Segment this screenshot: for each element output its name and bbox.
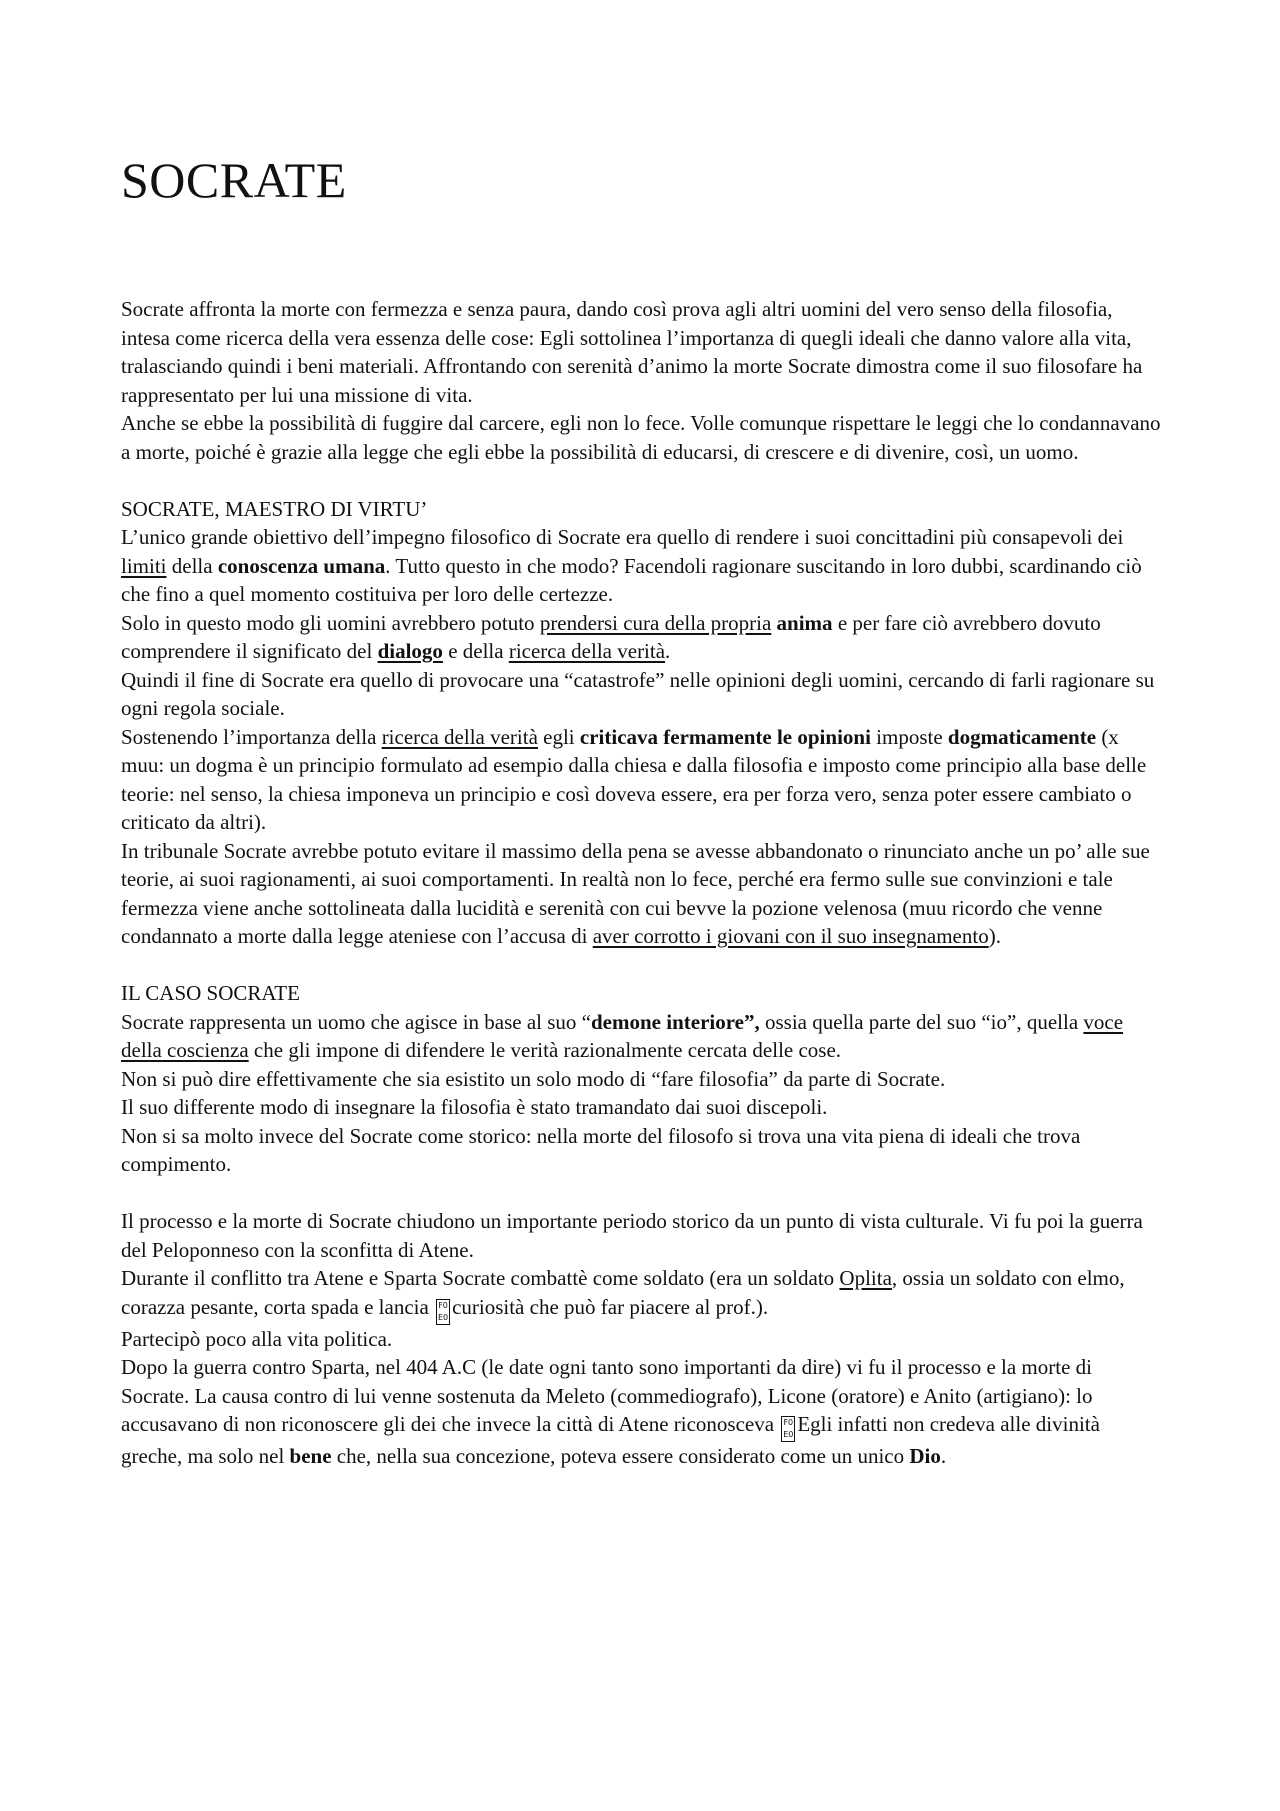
- section1-paragraph-1: [121, 523, 1161, 609]
- document-page: [121, 150, 1161, 1471]
- text-run: In tribunale Socrate avrebbe potuto evitare il massimo della pena se avesse abbandonato o rinunciato anche un po’ alle sue teorie, ai suoi ragionamenti, ai suoi comportamenti. In realtà non lo fece, perché era fermo sulle sue convinzioni e tale fermezza viene anche sottolineata dalla lucidità e serenità con cui bevve la pozione velenosa (muu ricordo che venne condannato a morte dalla legge ateniese con l’accusa di: [121, 838, 1150, 948]
- text-run: Egli infatti non credeva alle divinità greche, ma solo nel: [121, 1412, 1100, 1468]
- text-run: Dopo la guerra contro Sparta, nel 404 A.C (le date ogni tanto sono importanti da dire) vi fu il processo e la morte di Socrate. La causa contro di lui venne sostenuta da Meleto (commediografo), Licone (oratore) e Anito (artigiano): lo accusavano di non riconoscere gli dei che invece la città di Atene riconosceva: [121, 1355, 1093, 1436]
- section3-paragraph-3: Partecipò poco alla vita politica.: [121, 1326, 393, 1351]
- bold-underlined-text: dialogo: [377, 639, 443, 663]
- text-run: .: [665, 639, 671, 663]
- text-run: ).: [988, 924, 1001, 948]
- underlined-text: Oplita: [839, 1266, 892, 1290]
- text-run: che, nella sua concezione, poteva essere considerato come un unico: [331, 1444, 910, 1468]
- section2-paragraph-3: Il suo differente modo di insegnare la filosofia è stato tramandato dai suoi discepoli.: [121, 1095, 828, 1119]
- text-run: e della: [442, 639, 509, 663]
- text-run: Solo in questo modo gli uomini avrebbero potuto: [121, 610, 540, 635]
- missing-glyph-icon: F0 E0: [781, 1416, 795, 1442]
- underlined-text: limiti: [121, 553, 167, 578]
- section3-paragraph-2: [121, 1264, 1161, 1325]
- underlined-text: ricerca della verità: [381, 724, 538, 749]
- missing-glyph-icon: F0 E0: [436, 1299, 450, 1325]
- section1-paragraph-5: [121, 837, 1161, 951]
- section2-heading: IL CASO SOCRATE: [121, 981, 300, 1005]
- spacer: [121, 1179, 1161, 1208]
- bold-text: anima: [776, 610, 833, 635]
- spacer: [121, 951, 1161, 980]
- text-run: Durante il conflitto tra Atene e Sparta Socrate combattè come soldato (era un soldato: [121, 1266, 840, 1290]
- text-run: egli: [537, 724, 580, 749]
- section2-paragraph-1: [121, 1008, 1161, 1065]
- section3-paragraph-1: Il processo e la morte di Socrate chiudono un importante periodo storico da un punto di vista culturale. Vi fu poi la guerra del Peloponneso con la sconfitta di Atene.: [121, 1209, 1143, 1262]
- underlined-text: ricerca della verità: [508, 639, 666, 663]
- text-run: L’unico grande obiettivo dell’impegno filosofico di Socrate era quello di rendere i suoi concittadini più consapevoli dei: [121, 525, 1124, 549]
- text-run: ossia quella parte del suo “io”, quella: [759, 1009, 1084, 1034]
- text-run: della: [166, 553, 218, 578]
- intro-paragraph-2: Anche se ebbe la possibilità di fuggire dal carcere, egli non lo fece. Volle comunque rispettare le leggi che lo condannavano a morte, poiché è grazie alla legge che egli ebbe la possibilità di educarsi, di crescere e di divenire, così, un uomo.: [121, 411, 1161, 464]
- text-run: curiosità che può far piacere al prof.).: [452, 1294, 769, 1319]
- text-run: Sostenendo l’importanza della: [121, 724, 382, 749]
- text-run: . Tutto questo in che modo? Facendoli ragionare suscitando in loro dubbi, scardinando ciò che fino a quel momento costituiva per loro delle certezze.: [121, 553, 1142, 606]
- text-run: (x muu: un dogma è un principio formulato ad esempio dalla chiesa e dalla filosofia e imposto come principio alla base delle teorie: nel senso, la chiesa imponeva un principio e così doveva essere, era per forza vero, senza poter essere cambiato o criticato da altri).: [121, 724, 1147, 834]
- text-run: imposte: [870, 724, 948, 749]
- spacer: [121, 466, 1161, 495]
- bold-text: bene: [289, 1444, 332, 1468]
- underlined-text: aver corrotto i giovani con il suo insegnamento: [592, 924, 989, 948]
- section2-paragraph-2: Non si può dire effettivamente che sia esistito un solo modo di “fare filosofia” da parte di Socrate.: [121, 1066, 946, 1091]
- text-run: , ossia un soldato con elmo, corazza pesante, corta spada e lancia: [121, 1266, 1125, 1319]
- text-run: che gli impone di difendere le verità razionalmente cercata delle cose.: [248, 1038, 842, 1062]
- section3-paragraph-4: [121, 1353, 1161, 1471]
- section1-heading: SOCRATE, MAESTRO DI VIRTU’: [121, 496, 428, 521]
- section1-paragraph-4: [121, 723, 1161, 837]
- page-title: SOCRATE: [121, 152, 347, 208]
- text-run: Socrate rappresenta un uomo che agisce in base al suo “: [121, 1009, 591, 1034]
- text-run: .: [940, 1444, 947, 1468]
- text-run: e per fare ciò avrebbero dovuto comprendere il significato del: [121, 610, 1101, 663]
- bold-text: conoscenza umana: [217, 553, 386, 578]
- bold-text: demone interiore”,: [591, 1009, 760, 1034]
- intro-paragraph-1: Socrate affronta la morte con fermezza e senza paura, dando così prova agli altri uomini del vero senso della filosofia, intesa come ricerca della vera essenza delle cose: Egli sottolinea l’importanza di quegli ideali che danno valore alla vita, tralasciando quindi i beni materiali. Affrontando con serenità d’animo la morte Socrate dimostra come il suo filosofare ha rappresentato per lui una missione di vita.: [121, 297, 1143, 407]
- bold-text: criticava fermamente le opinioni: [579, 724, 871, 749]
- section2-paragraph-4: Non si sa molto invece del Socrate come storico: nella morte del filosofo si trova una vita piena di ideali che trova compimento.: [121, 1123, 1081, 1176]
- section1-paragraph-2: [121, 609, 1161, 666]
- section1-paragraph-3: Quindi il fine di Socrate era quello di provocare una “catastrofe” nelle opinioni degli uomini, cercando di farli ragionare su ogni regola sociale.: [121, 667, 1155, 720]
- bold-text: dogmaticamente: [947, 724, 1097, 749]
- bold-text: Dio: [909, 1444, 941, 1468]
- underlined-text: voce della coscienza: [121, 1009, 1124, 1062]
- underlined-text: prendersi cura della propria: [539, 610, 772, 635]
